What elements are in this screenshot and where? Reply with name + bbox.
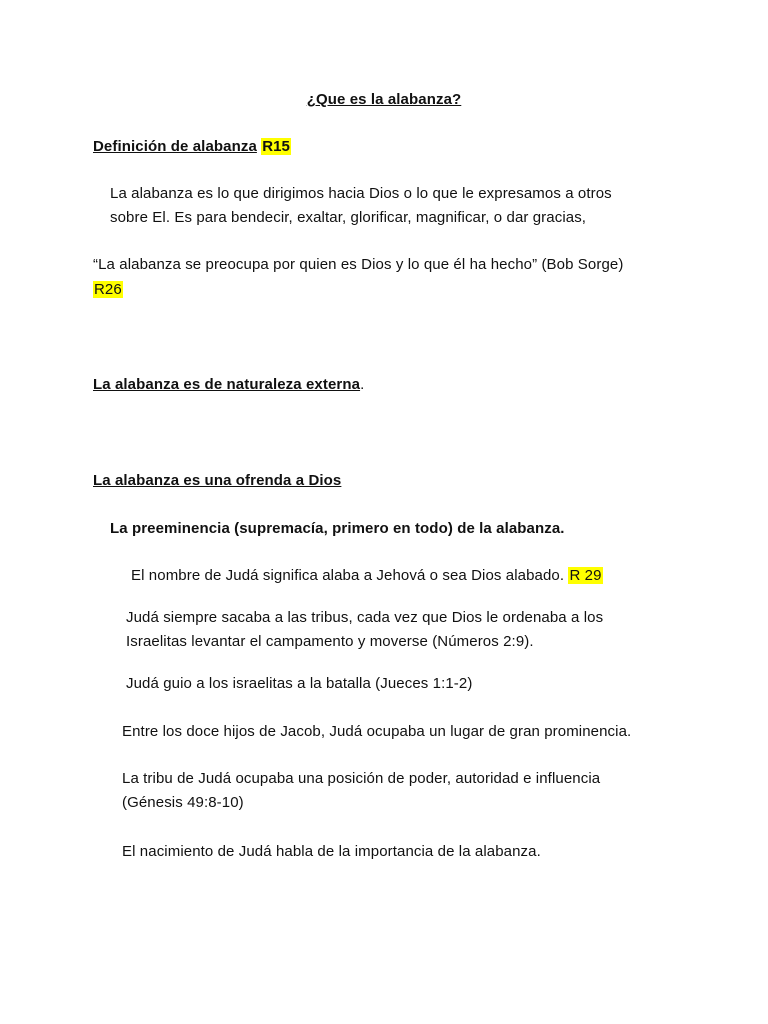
list-item-juda-prominence: Entre los doce hijos de Jacob, Judá ocupaba un lugar de gran prominencia.	[122, 723, 632, 740]
reference-badge-r29: R 29	[569, 567, 602, 584]
reference-badge-r15: R15	[262, 138, 291, 155]
list-item-juda-name	[131, 564, 603, 588]
quote-ref-line	[93, 278, 123, 302]
definition-paragraph-line-2: sobre El. Es para bendecir, exaltar, glorificar, magnificar, o dar gracias,	[110, 209, 587, 226]
list-item-tribe-power-line-1: La tribu de Judá ocupaba una posición de poder, autoridad e influencia	[122, 770, 601, 787]
document-title: ¿Que es la alabanza?	[306, 91, 462, 108]
offering-heading: La alabanza es una ofrenda a Dios	[93, 472, 342, 489]
list-item-tribe-power-line-2: (Génesis 49:8-10)	[122, 794, 244, 811]
preeminence-subheading: La preeminencia (supremacía, primero en todo) de la alabanza.	[110, 520, 565, 537]
offering-heading-line	[93, 469, 341, 493]
list-item-juda-battle: Judá guio a los israelitas a la batalla (Jueces 1:1-2)	[126, 675, 473, 692]
list-item-juda-tribes-line-1: Judá siempre sacaba a las tribus, cada vez que Dios le ordenaba a los	[126, 609, 604, 626]
reference-badge-r26: R26	[94, 281, 122, 298]
external-nature-heading: La alabanza es de naturaleza externa	[93, 376, 361, 393]
list-item-juda-tribes-line-2: Israelitas levantar el campamento y moverse (Números 2:9).	[126, 633, 534, 650]
quote-line: “La alabanza se preocupa por quien es Dios y lo que él ha hecho” (Bob Sorge)	[93, 256, 624, 273]
external-nature-heading-line	[93, 373, 364, 397]
definition-heading-line	[93, 135, 291, 159]
list-item-juda-birth: El nacimiento de Judá habla de la importancia de la alabanza.	[122, 843, 541, 860]
definition-paragraph-line-1: La alabanza es lo que dirigimos hacia Dios o lo que le expresamos a otros	[110, 185, 612, 202]
external-nature-period: .	[360, 376, 365, 393]
list-item-juda-name-text: El nombre de Judá significa alaba a Jehová o sea Dios alabado.	[131, 567, 565, 584]
definition-heading: Definición de alabanza	[93, 138, 257, 155]
